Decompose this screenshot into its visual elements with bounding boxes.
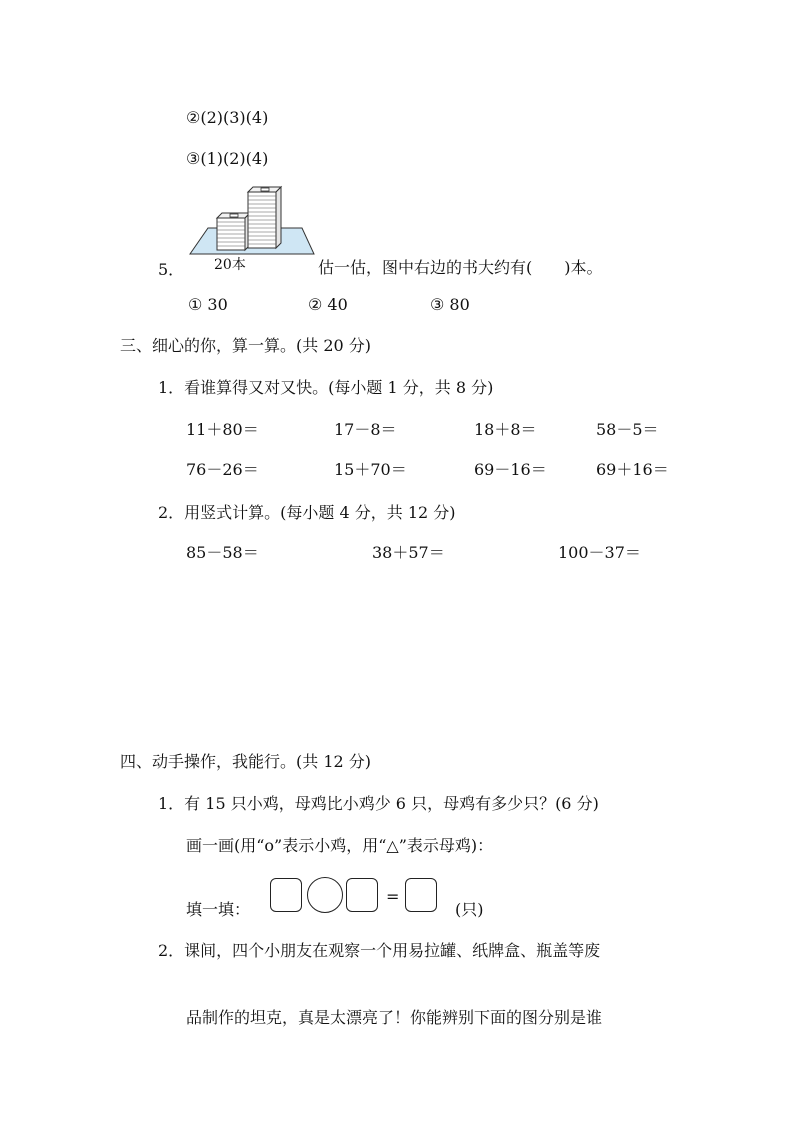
calc-item: 11＋80＝ bbox=[186, 420, 259, 439]
fill-label: 填一填： bbox=[186, 900, 251, 919]
q5-option-1: ① 30 bbox=[188, 295, 228, 314]
calc-item: 76－26＝ bbox=[186, 460, 259, 479]
section-3-title: 三、细心的你，算一算。(共 20 分) bbox=[120, 336, 372, 355]
s4-q2-line-1: 2．课间，四个小朋友在观察一个用易拉罐、纸牌盒、瓶盖等废 bbox=[158, 941, 601, 960]
q5-option-3: ③ 80 bbox=[430, 295, 470, 314]
tall-book-stack bbox=[248, 187, 281, 248]
answer-box-result[interactable] bbox=[405, 878, 437, 912]
question-5-text: 估一估，图中右边的书大约有( )本。 bbox=[318, 258, 603, 277]
option-2: ②(2)(3)(4) bbox=[186, 108, 269, 127]
s4-q1-title: 1．有 15 只小鸡，母鸡比小鸡少 6 只，母鸡有多少只？(6 分) bbox=[158, 794, 599, 813]
figure-label: 20本 bbox=[214, 257, 246, 273]
vertical-calc-item: 100－37＝ bbox=[558, 543, 641, 562]
s4-q2-line-2: 品制作的坦克，真是太漂亮了！你能辨别下面的图分别是谁 bbox=[186, 1008, 603, 1027]
s3-q2-title: 2．用竖式计算。(每小题 4 分，共 12 分) bbox=[158, 503, 456, 522]
small-book-stack bbox=[217, 213, 250, 250]
calc-item: 17－8＝ bbox=[334, 420, 397, 439]
operator-circle[interactable] bbox=[307, 877, 343, 913]
vertical-calc-item: 38＋57＝ bbox=[372, 543, 445, 562]
q5-option-2: ② 40 bbox=[308, 295, 348, 314]
vertical-calc-item: 85－58＝ bbox=[186, 543, 259, 562]
calc-item: 69－16＝ bbox=[474, 460, 547, 479]
section-4-title: 四、动手操作，我能行。(共 12 分) bbox=[120, 752, 372, 771]
equals-sign: = bbox=[386, 887, 400, 906]
calc-item: 69＋16＝ bbox=[596, 460, 669, 479]
calc-item: 18＋8＝ bbox=[474, 420, 537, 439]
draw-instruction: 画一画(用“o”表示小鸡，用“△”表示母鸡)： bbox=[186, 836, 494, 855]
calc-item: 58－5＝ bbox=[596, 420, 659, 439]
answer-box-2[interactable] bbox=[346, 878, 378, 912]
s3-q1-title: 1．看谁算得又对又快。(每小题 1 分，共 8 分) bbox=[158, 378, 494, 397]
question-5-number: 5． bbox=[158, 260, 185, 279]
option-3: ③(1)(2)(4) bbox=[186, 149, 269, 168]
answer-box-1[interactable] bbox=[270, 878, 302, 912]
books-figure bbox=[186, 182, 316, 272]
calc-item: 15＋70＝ bbox=[334, 460, 407, 479]
unit-label: (只) bbox=[455, 900, 484, 919]
